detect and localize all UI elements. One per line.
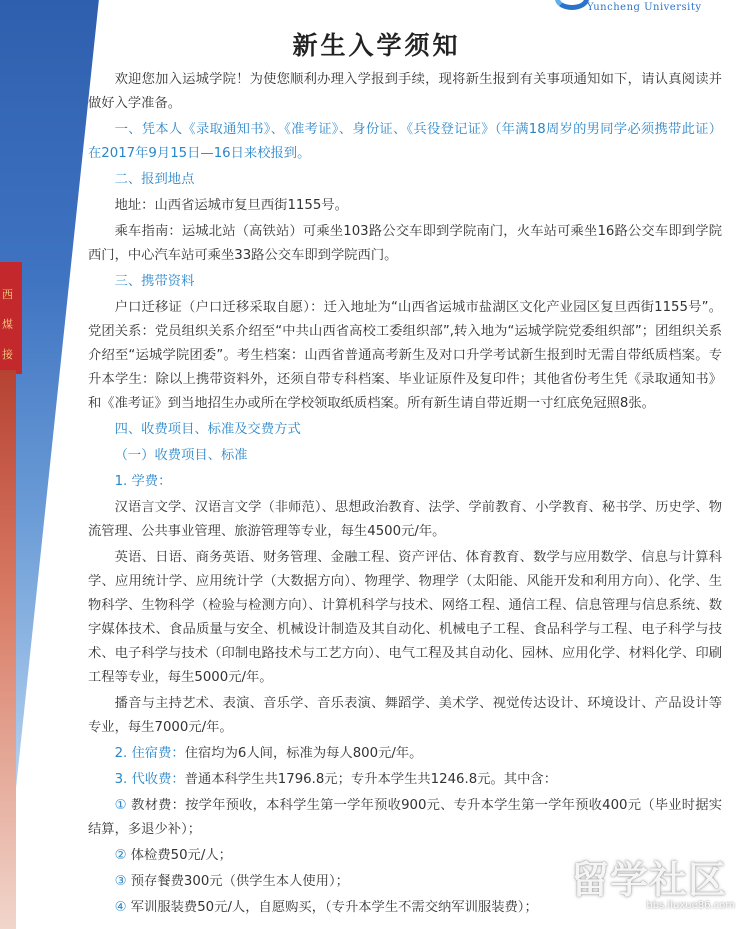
section-4-subheading: （一）收费项目、标准 bbox=[114, 448, 248, 463]
fee-item-text: 预存餐费300元（供学生本人使用）； bbox=[126, 874, 349, 889]
section-4-heading: 四、收费项目、标准及交费方式 bbox=[114, 422, 301, 437]
fee-item bbox=[88, 794, 722, 842]
notice-body bbox=[88, 68, 722, 922]
agency-fee-label: 3. 代收费： bbox=[114, 772, 185, 787]
fee-item-mark: ② bbox=[114, 848, 127, 863]
fee-item-mark: ① bbox=[114, 798, 127, 813]
university-name-en: Yuncheng University bbox=[587, 2, 702, 13]
university-logo bbox=[555, 0, 725, 18]
tuition-group-c: 播音与主持艺术、表演、音乐学、音乐表演、舞蹈学、美术学、视觉传达设计、环境设计、产品设计等专业，每生7000元/年。 bbox=[88, 696, 722, 735]
watermark-url: bbs.liuxue86.com bbox=[646, 900, 735, 911]
tuition-group-a: 汉语言文学、汉语言文学（非师范）、思想政治教育、法学、学前教育、小学教育、秘书学、历史学、物流管理、公共事业管理、旅游管理等专业，每生4500元/年。 bbox=[88, 500, 722, 539]
transport-text: 乘车指南：运城北站（高铁站）可乘坐103路公交车即到学院南门，火车站可乘坐16路公交车即到学院西门，中心汽车站可乘坐33路公交车即到学院西门。 bbox=[88, 224, 722, 263]
dorm-fee bbox=[88, 742, 722, 766]
address-text: 地址：山西省运城市复旦西街1155号。 bbox=[114, 198, 348, 213]
tuition-group-b: 英语、日语、商务英语、财务管理、金融工程、资产评估、体育教育、数学与应用数学、信息与计算科学、应用统计学、应用统计学（大数据方向）、物理学、物理学（太阳能、风能开发和利用方向）、化学、生物科学、生物科学（检验与检测方向）、计算机科学与技术、网络工程、通信工程、信息管理与信息系统、数字媒体技术、食品质量与安全、机械设计制造及其自动化、机械电子工程、食品科学与工程、电子科学与技术、电子科学与技术（印制电路技术与工艺方向）、电气工程及其自动化、园林、应用化学、材料化学、印刷工程等专业，每生5000元/年。 bbox=[88, 550, 722, 685]
section-2-heading: 二、报到地点 bbox=[114, 172, 195, 187]
dorm-fee-label: 2. 住宿费： bbox=[114, 746, 185, 761]
section-1: 一、凭本人《录取通知书》、《准考证》、身份证、《兵役登记证》（年满18周岁的男同学必须携带此证）在2017年9月15日—16日来校报到。 bbox=[88, 122, 722, 161]
agency-fee bbox=[88, 768, 722, 792]
fee-item-text: 军训服装费50元/人，自愿购买，（专升本学生不需交纳军训服装费）； bbox=[126, 900, 538, 915]
fee-item-text: 教材费：按学年预收，本科学生第一学年预收900元、专升本学生第一学年预收400元（毕业时据实结算，多退少补）； bbox=[88, 798, 722, 837]
university-logo-icon bbox=[555, 0, 589, 10]
dorm-fee-text: 住宿均为6人间，标准为每人800元/年。 bbox=[184, 746, 423, 761]
watermark-name: 留学社区 bbox=[571, 858, 728, 902]
section-3-heading: 三、携带资料 bbox=[114, 274, 195, 289]
watermark bbox=[571, 849, 741, 915]
fee-item-mark: ③ bbox=[114, 874, 127, 889]
fee-item-text: 体检费50元/人； bbox=[126, 848, 232, 863]
fee-item-mark: ④ bbox=[114, 900, 127, 915]
decorative-side-photo: 西 煤 接 bbox=[0, 0, 108, 929]
agency-fee-text: 普通本科学生共1796.8元；专升本学生共1246.8元。其中含： bbox=[184, 772, 557, 787]
materials-text: 户口迁移证（户口迁移采取自愿）：迁入地址为“山西省运城市盐湖区文化产业园区复旦西街1155号”。党团关系：党员组织关系介绍至“中共山西省高校工委组织部”,转入地为“运城学院党委组织部”；团组织关系介绍至“运城学院团委”。考生档案：山西省普通高考新生及对口升学考试新生报到时无需自带纸质档案。专升本学生：除以上携带资料外，还须自带专科档案、毕业证原件及复印件；其他省份考生凭《录取通知书》和《准考证》到当地招生办或所在学校领取纸质档案。所有新生请自带近期一寸红底免冠照8张。 bbox=[88, 300, 722, 411]
page-title: 新生入学须知 bbox=[292, 31, 461, 60]
tuition-label: 1. 学费： bbox=[114, 474, 172, 489]
intro-paragraph: 欢迎您加入运城学院！为使您顺利办理入学报到手续，现将新生报到有关事项通知如下，请认真阅读并做好入学准备。 bbox=[88, 72, 722, 111]
